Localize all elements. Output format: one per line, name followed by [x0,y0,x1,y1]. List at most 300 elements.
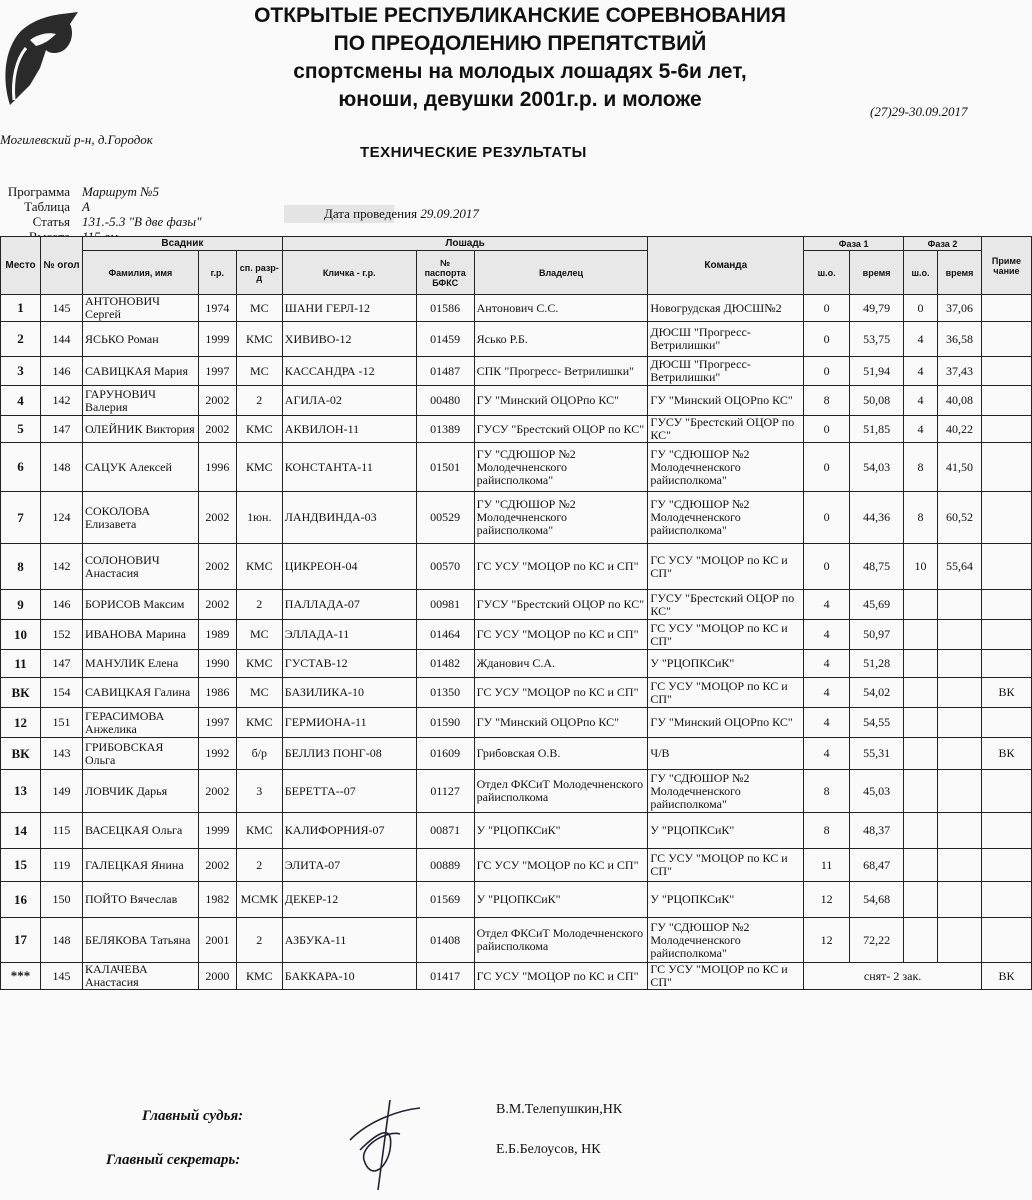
owner-cell: ГУ "СДЮШОР №2 Молодечненского райисполкома" [474,443,648,492]
note-cell [981,295,1031,322]
note-cell [981,708,1031,738]
time2-cell [938,708,982,738]
col-owner: Владелец [474,251,648,295]
bib-cell: 146 [40,590,82,620]
table-row [1,322,1032,357]
rider-cell: БЕЛЯКОВА Татьяна [82,918,198,963]
col-note: Приме чание [981,237,1031,295]
rider-cell: МАНУЛИК Елена [82,650,198,678]
signature-icon [330,1090,440,1200]
horse-cell: ЛАНДВИНДА-03 [282,492,416,544]
team-cell: ГУ "СДЮШОР №2 Молодечненского райисполкома" [648,770,804,813]
phase1-status-cell: снят- 2 зак. [804,963,982,990]
rank-cell: КМС [236,544,282,590]
time1-cell: 50,08 [850,386,904,416]
horse-cell: ГУСТАВ-12 [282,650,416,678]
rider-cell: ЯСЬКО Роман [82,322,198,357]
faults2-cell [904,882,938,918]
results-table [0,236,1032,990]
location: Могилевский р-н, д.Городок [0,132,153,147]
section-title: ТЕХНИЧЕСКИЕ РЕЗУЛЬТАТЫ [360,144,587,161]
note-cell [981,918,1031,963]
passport-cell: 01501 [416,443,474,492]
faults2-cell: 4 [904,386,938,416]
faults2-cell: 4 [904,322,938,357]
faults2-cell: 4 [904,357,938,386]
passport-cell: 01350 [416,678,474,708]
rider-cell: ПОЙТО Вячеслав [82,882,198,918]
horse-cell: ПАЛЛАДА-07 [282,590,416,620]
chief-secretary-label: Главный секретарь: [106,1152,241,1168]
bib-cell: 144 [40,322,82,357]
passport-cell: 01487 [416,357,474,386]
team-cell: ГУ "СДЮШОР №2 Молодечненского райисполкома" [648,918,804,963]
place-cell: 7 [1,492,41,544]
note-cell [981,492,1031,544]
document-title [240,2,800,114]
meta-value: А [82,199,90,214]
event-date-value: 29.09.2017 [420,206,479,221]
table-row [1,650,1032,678]
table-row [1,963,1032,990]
birth-cell: 2002 [198,416,236,443]
owner-cell: ГС УСУ "МОЦОР по КС и СП" [474,544,648,590]
meta-value: Маршрут №5 [82,184,159,199]
col-place: Место [1,237,41,295]
place-cell: 4 [1,386,41,416]
passport-cell: 01464 [416,620,474,650]
rider-cell: СОЛОНОВИЧ Анастасия [82,544,198,590]
table-row [1,738,1032,770]
time1-cell: 54,68 [850,882,904,918]
time1-cell: 45,69 [850,590,904,620]
note-cell [981,849,1031,882]
bib-cell: 119 [40,849,82,882]
table-row [1,708,1032,738]
passport-cell: 01609 [416,738,474,770]
team-cell: Ч/В [648,738,804,770]
table-row [1,443,1032,492]
rider-cell: САВИЦКАЯ Мария [82,357,198,386]
faults2-cell: 4 [904,416,938,443]
rank-cell: КМС [236,708,282,738]
time2-cell: 55,64 [938,544,982,590]
faults2-cell [904,918,938,963]
time2-cell [938,813,982,849]
bib-cell: 124 [40,492,82,544]
horse-cell: БАККАРА-10 [282,963,416,990]
meta-info [0,184,202,244]
owner-cell: ГС УСУ "МОЦОР по КС и СП" [474,620,648,650]
horse-cell: КАССАНДРА -12 [282,357,416,386]
passport-cell: 01569 [416,882,474,918]
team-cell: ГУСУ "Брестский ОЦОР по КС" [648,590,804,620]
time1-cell: 48,75 [850,544,904,590]
bib-cell: 147 [40,650,82,678]
time1-cell: 44,36 [850,492,904,544]
time1-cell: 54,02 [850,678,904,708]
bib-cell: 115 [40,813,82,849]
time1-cell: 54,03 [850,443,904,492]
rider-cell: ЛОВЧИК Дарья [82,770,198,813]
note-cell [981,882,1031,918]
faults1-cell: 4 [804,620,850,650]
horse-cell: ШАНИ ГЕРЛ-12 [282,295,416,322]
rank-cell: МС [236,357,282,386]
place-cell: 11 [1,650,41,678]
place-cell: 14 [1,813,41,849]
rider-cell: САЦУК Алексей [82,443,198,492]
table-row [1,918,1032,963]
col-time-1: время [850,251,904,295]
place-cell: 3 [1,357,41,386]
place-cell: 16 [1,882,41,918]
time2-cell: 36,58 [938,322,982,357]
rank-cell: КМС [236,322,282,357]
passport-cell: 01482 [416,650,474,678]
col-time-2: время [938,251,982,295]
passport-cell: 01408 [416,918,474,963]
faults1-cell: 12 [804,918,850,963]
faults2-cell: 8 [904,443,938,492]
col-phase1: Фаза 1 [804,237,904,251]
rider-cell: ВАСЕЦКАЯ Ольга [82,813,198,849]
passport-cell: 01459 [416,322,474,357]
bib-cell: 145 [40,963,82,990]
birth-cell: 1997 [198,357,236,386]
owner-cell: Ясько Р.Б. [474,322,648,357]
faults2-cell: 8 [904,492,938,544]
team-cell: ДЮСШ "Прогресс-Ветрилишки" [648,357,804,386]
note-cell [981,544,1031,590]
time2-cell: 40,22 [938,416,982,443]
time1-cell: 53,75 [850,322,904,357]
horse-cell: БЕРЕТТА--07 [282,770,416,813]
rank-cell: КМС [236,813,282,849]
faults1-cell: 0 [804,492,850,544]
col-rider-name: Фамилия, имя [82,251,198,295]
time1-cell: 54,55 [850,708,904,738]
table-row [1,678,1032,708]
birth-cell: 1974 [198,295,236,322]
meta-key: Статья [32,214,70,229]
faults1-cell: 12 [804,882,850,918]
results-body [1,295,1032,990]
horse-cell: АГИЛА-02 [282,386,416,416]
col-bib: № огол [40,237,82,295]
note-cell [981,416,1031,443]
title-line: ОТКРЫТЫЕ РЕСПУБЛИКАНСКИЕ СОРЕВНОВАНИЯ [254,4,786,27]
rank-cell: 2 [236,386,282,416]
passport-cell: 01586 [416,295,474,322]
bib-cell: 152 [40,620,82,650]
rank-cell: МСМК [236,882,282,918]
time2-cell [938,590,982,620]
team-cell: ГУ "СДЮШОР №2 Молодечненского райисполкома" [648,443,804,492]
team-cell: ГУ "СДЮШОР №2 Молодечненского райисполкома" [648,492,804,544]
horse-logo-icon [0,10,80,110]
place-cell: 5 [1,416,41,443]
table-row [1,544,1032,590]
title-line: ПО ПРЕОДОЛЕНИЮ ПРЕПЯТСТВИЙ [333,32,707,55]
time1-cell: 49,79 [850,295,904,322]
time1-cell: 68,47 [850,849,904,882]
meta-key: Таблица [24,199,70,214]
owner-cell: Антонович С.С. [474,295,648,322]
table-row [1,813,1032,849]
horse-cell: БАЗИЛИКА-10 [282,678,416,708]
time2-cell [938,882,982,918]
faults1-cell: 0 [804,416,850,443]
time2-cell [938,650,982,678]
bib-cell: 151 [40,708,82,738]
time1-cell: 51,94 [850,357,904,386]
horse-cell: АЗБУКА-11 [282,918,416,963]
faults1-cell: 4 [804,678,850,708]
owner-cell: Отдел ФКСиТ Молодечненского райисполкома [474,918,648,963]
faults2-cell [904,650,938,678]
time2-cell: 37,06 [938,295,982,322]
col-passport: № паспорта БФКС [416,251,474,295]
birth-cell: 1986 [198,678,236,708]
rider-cell: ГАРУНОВИЧ Валерия [82,386,198,416]
bib-cell: 150 [40,882,82,918]
faults1-cell: 0 [804,443,850,492]
note-cell [981,322,1031,357]
horse-cell: АКВИЛОН-11 [282,416,416,443]
time2-cell: 37,43 [938,357,982,386]
rider-cell: ИВАНОВА Марина [82,620,198,650]
place-cell: 12 [1,708,41,738]
time2-cell: 41,50 [938,443,982,492]
rank-cell: МС [236,620,282,650]
team-cell: У "РЦОПКСиК" [648,813,804,849]
team-cell: ГУ "Минский ОЦОРпо КС" [648,708,804,738]
faults2-cell [904,590,938,620]
faults2-cell [904,770,938,813]
faults2-cell [904,849,938,882]
bib-cell: 146 [40,357,82,386]
birth-cell: 1982 [198,882,236,918]
time1-cell: 55,31 [850,738,904,770]
col-rank: сп. разр-д [236,251,282,295]
rider-cell: СОКОЛОВА Елизавета [82,492,198,544]
time1-cell: 51,28 [850,650,904,678]
table-row [1,386,1032,416]
place-cell: ВК [1,738,41,770]
owner-cell: Грибовская О.В. [474,738,648,770]
note-cell [981,443,1031,492]
team-cell: ГС УСУ "МОЦОР по КС и СП" [648,544,804,590]
team-cell: Новогрудская ДЮСШ№2 [648,295,804,322]
col-faults-1: ш.о. [804,251,850,295]
time2-cell: 40,08 [938,386,982,416]
bib-cell: 149 [40,770,82,813]
note-cell: ВК [981,678,1031,708]
col-horse-name: Кличка - г.р. [282,251,416,295]
table-row [1,849,1032,882]
team-cell: ГС УСУ "МОЦОР по КС и СП" [648,849,804,882]
bib-cell: 148 [40,918,82,963]
place-cell: 1 [1,295,41,322]
team-cell: ДЮСШ "Прогресс-Ветрилишки" [648,322,804,357]
passport-cell: 00871 [416,813,474,849]
place-cell: ВК [1,678,41,708]
owner-cell: ГУ "Минский ОЦОРпо КС" [474,708,648,738]
bib-cell: 142 [40,544,82,590]
note-cell [981,590,1031,620]
passport-cell: 00480 [416,386,474,416]
note-cell [981,813,1031,849]
time2-cell [938,918,982,963]
birth-cell: 2000 [198,963,236,990]
time1-cell: 50,97 [850,620,904,650]
passport-cell: 00889 [416,849,474,882]
note-cell [981,357,1031,386]
rider-cell: ГЕРАСИМОВА Анжелика [82,708,198,738]
table-row [1,492,1032,544]
place-cell: *** [1,963,41,990]
faults1-cell: 0 [804,544,850,590]
time1-cell: 45,03 [850,770,904,813]
faults1-cell: 0 [804,322,850,357]
faults1-cell: 8 [804,770,850,813]
time1-cell: 48,37 [850,813,904,849]
rank-cell: б/р [236,738,282,770]
birth-cell: 2002 [198,492,236,544]
event-date-label: Дата проведения [324,206,418,221]
team-cell: ГУСУ "Брестский ОЦОР по КС" [648,416,804,443]
col-horse-group: Лошадь [282,237,648,251]
note-cell: ВК [981,963,1031,990]
birth-cell: 2002 [198,770,236,813]
rider-cell: ОЛЕЙНИК Виктория [82,416,198,443]
birth-cell: 1989 [198,620,236,650]
faults2-cell [904,813,938,849]
time2-cell [938,849,982,882]
title-line: спортсмены на молодых лошадях 5-6и лет, [293,60,747,83]
table-row [1,416,1032,443]
owner-cell: ГУ "СДЮШОР №2 Молодечненского райисполкома" [474,492,648,544]
faults2-cell: 0 [904,295,938,322]
bib-cell: 142 [40,386,82,416]
horse-cell: ЭЛИТА-07 [282,849,416,882]
faults1-cell: 4 [804,708,850,738]
event-date [284,205,483,223]
table-row [1,295,1032,322]
place-cell: 2 [1,322,41,357]
title-line: юноши, девушки 2001г.р. и моложе [338,88,702,111]
owner-cell: У "РЦОПКСиК" [474,813,648,849]
competition-dates: (27)29-30.09.2017 [870,104,968,119]
col-rider-group: Всадник [82,237,282,251]
place-cell: 13 [1,770,41,813]
horse-cell: ЭЛЛАДА-11 [282,620,416,650]
horse-cell: ДЕКЕР-12 [282,882,416,918]
place-cell: 9 [1,590,41,620]
passport-cell: 01389 [416,416,474,443]
passport-cell: 00529 [416,492,474,544]
passport-cell: 00981 [416,590,474,620]
time2-cell: 60,52 [938,492,982,544]
owner-cell: ГС УСУ "МОЦОР по КС и СП" [474,963,648,990]
faults1-cell: 0 [804,357,850,386]
note-cell [981,770,1031,813]
birth-cell: 2002 [198,849,236,882]
faults2-cell [904,708,938,738]
faults1-cell: 11 [804,849,850,882]
team-cell: У "РЦОПКСиК" [648,650,804,678]
bib-cell: 147 [40,416,82,443]
col-team: Команда [648,237,804,295]
birth-cell: 2002 [198,590,236,620]
rank-cell: 1юн. [236,492,282,544]
birth-cell: 2002 [198,544,236,590]
team-cell: ГУ "Минский ОЦОРпо КС" [648,386,804,416]
faults1-cell: 4 [804,738,850,770]
owner-cell: СПК "Прогресс- Ветрилишки" [474,357,648,386]
bib-cell: 143 [40,738,82,770]
note-cell [981,386,1031,416]
horse-cell: КАЛИФОРНИЯ-07 [282,813,416,849]
faults1-cell: 4 [804,650,850,678]
meta-key: Программа [7,184,70,199]
owner-cell: ГС УСУ "МОЦОР по КС и СП" [474,849,648,882]
horse-cell: БЕЛЛИЗ ПОНГ-08 [282,738,416,770]
horse-cell: КОНСТАНТА-11 [282,443,416,492]
place-cell: 17 [1,918,41,963]
faults1-cell: 0 [804,295,850,322]
chief-judge-label: Главный судья: [142,1108,244,1124]
rank-cell: МС [236,295,282,322]
faults2-cell [904,620,938,650]
passport-cell: 01417 [416,963,474,990]
horse-cell: ЦИКРЕОН-04 [282,544,416,590]
birth-cell: 1996 [198,443,236,492]
time1-cell: 72,22 [850,918,904,963]
signatures [0,1090,1032,1200]
time2-cell [938,620,982,650]
bib-cell: 148 [40,443,82,492]
birth-cell: 2001 [198,918,236,963]
bib-cell: 154 [40,678,82,708]
note-cell [981,650,1031,678]
rank-cell: 2 [236,918,282,963]
passport-cell: 00570 [416,544,474,590]
rank-cell: 2 [236,849,282,882]
owner-cell: ГУ "Минский ОЦОРпо КС" [474,386,648,416]
horse-cell: ХИВИВО-12 [282,322,416,357]
col-faults-2: ш.о. [904,251,938,295]
table-row [1,590,1032,620]
rank-cell: КМС [236,650,282,678]
rider-cell: ГАЛЕЦКАЯ Янина [82,849,198,882]
team-cell: У "РЦОПКСиК" [648,882,804,918]
chief-secretary-name: Е.Б.Белоусов, НК [496,1142,601,1157]
place-cell: 10 [1,620,41,650]
rank-cell: КМС [236,443,282,492]
team-cell: ГС УСУ "МОЦОР по КС и СП" [648,678,804,708]
rank-cell: 3 [236,770,282,813]
birth-cell: 1992 [198,738,236,770]
rider-cell: АНТОНОВИЧ Сергей [82,295,198,322]
col-birth: г.р. [198,251,236,295]
owner-cell: ГУСУ "Брестский ОЦОР по КС" [474,590,648,620]
owner-cell: ГС УСУ "МОЦОР по КС и СП" [474,678,648,708]
owner-cell: ГУСУ "Брестский ОЦОР по КС" [474,416,648,443]
table-row [1,357,1032,386]
place-cell: 6 [1,443,41,492]
